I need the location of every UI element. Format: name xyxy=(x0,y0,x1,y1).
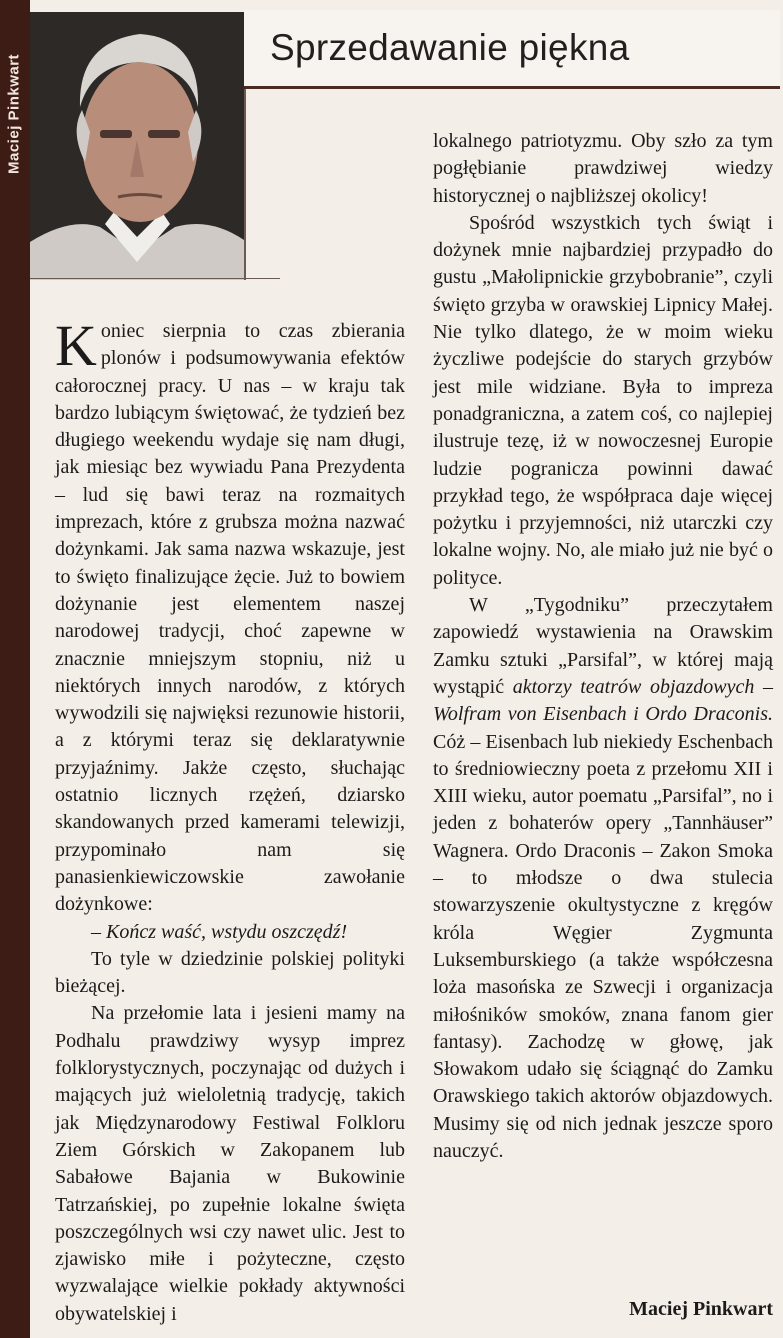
paragraph-1-text: oniec sierpnia to czas zbierania plonów i podsumowywania efektów całorocznej pracy. U nas – w kraju tak bardzo lubiącym świętować, że tydzień bez długiego weekendu wydaje się nam długi, jak miesiąc bez wywiadu Pana Prezydenta – lud się bawi teraz na rozmaitych imprezach, które z grubsza można nazwać dożynkami. Jak sama nazwa wskazuje, jest to święto finalizujące żęcie. Już to bowiem dożynanie jest elementem naszej narodowej tradycji, choć zapewne w znacznie mniejszym stopniu, niż u niektórych innych narodów, z których wywodzili się najwięksi rezunowie historii, a z którymi teraz się deklaratywnie przyjaźnimy. Jakże często, słuchając ostatnio licznych rzężeń, dziarsko skandowanych przed kamerami telewizji, przypominało nam się panasienkiewiczowskie zawołanie dożynkowe: xyxy=(55,320,405,916)
column-left xyxy=(55,313,405,1328)
column-right xyxy=(433,128,773,1165)
author-vertical-label: Maciej Pinkwart xyxy=(5,53,23,174)
paragraph-6-text-b: Cóż – Eisenbach lub niekiedy Eschenbach to średniowieczny poeta z przełomu XII i XIII wieku, autor poematu „Parsifal”, no i jeden z bohaterów opery „Tannhäuser” Wagnera. Ordo Draconis – Zakon Smoka – to młodsze o dwa stulecia stowarzyszenie okultystyczne z kręgów króla Węgier Zygmunta Luksemburskiego (a także współczesna loża masońska ze Szwecji i organizacja miłośników smoków, znana fanom gier fantasy). Zachodzę w głowę, jak Słowakom udało się ściągnąć do Zamku Orawskiego takich aktorów objazdowych. Musimy się od nich jednak jeszcze sporo nauczyć. xyxy=(433,730,773,1162)
photo-divider-bottom xyxy=(30,278,280,279)
article-title: Sprzedawanie piękna xyxy=(270,27,630,68)
paragraph-6 xyxy=(433,592,773,1165)
paragraph-6-italic: aktorzy teatrów objazdowych – Wolfram von Eisenbach i Ordo Draconis. xyxy=(433,675,773,726)
paragraph-4: lokalnego patriotyzmu. Oby szło za tym pogłębianie prawdziwej wiedzy historycznej o najbliższej okolicy! xyxy=(433,130,773,207)
drop-cap: K xyxy=(55,313,97,378)
paragraph-6-text-a: W „Tygodniku” przeczytałem zapowiedź wystawienia na Orawskim Zamku sztuki „Parsifal”, w której mają wystąpić xyxy=(433,594,773,698)
author-photo xyxy=(30,12,244,280)
author-signature: Maciej Pinkwart xyxy=(629,1298,773,1320)
sidebar-bar xyxy=(0,0,30,1338)
title-box xyxy=(244,10,780,89)
paragraph-2: To tyle w dziedzinie polskiej polityki bieżącej. xyxy=(55,947,405,998)
photo-divider xyxy=(244,86,246,280)
paragraph-1 xyxy=(55,313,405,919)
author-portrait-icon xyxy=(30,12,244,280)
quote-line: – Kończ waść, wstydu oszczędź! xyxy=(91,920,348,943)
paragraph-5: Spośród wszystkich tych świąt i dożynek mnie najbardziej przypadło do gustu „Małolipnickie grzybobranie”, czyli święto grzyba w orawskiej Lipnicy Małej. Nie tylko dlatego, że w moim wieku życzliwe podejście do starych grzybów jest mile widziane. Była to impreza ponadgraniczna, a zatem coś, co najlepiej ilustruje tezę, iż w nowoczesnej Europie ludzie pogranicza powinni dawać przykład tego, że współpraca daje więcej pożytku i przyjemności, niż utarczki czy lokalne wojny. No, ale miało już nie być o polityce. xyxy=(433,211,773,589)
paragraph-3: Na przełomie lata i jesieni mamy na Podhalu prawdziwy wysyp imprez folklorystycznych, poczynając od dużych i mających już wieloletnią tradycję, takich jak Międzynarodowy Festiwal Folkloru Ziem Górskich w Zakopanem lub Sabałowe Bajania w Bukowinie Tatrzańskiej, po zupełnie lokalne święta poszczególnych wsi czy nawet ulic. Jest to zjawisko miłe i pożyteczne, często wyzwalające wielkie pokłady aktywności obywatelskiej i xyxy=(55,1002,405,1325)
